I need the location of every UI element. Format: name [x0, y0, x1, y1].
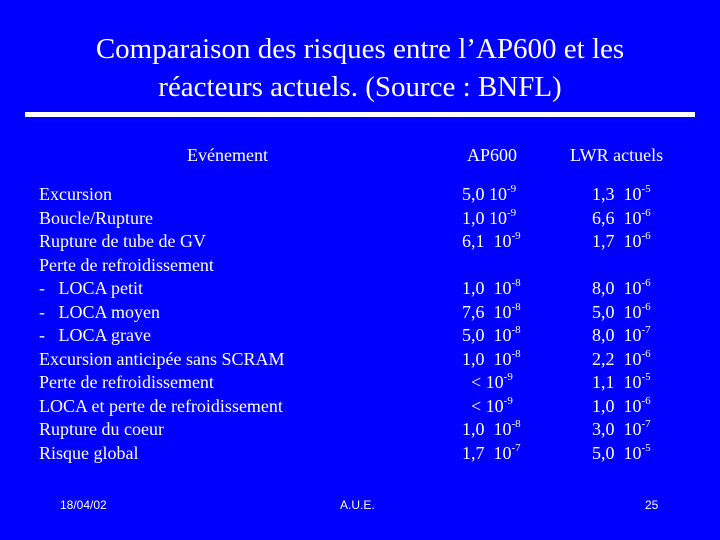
lwr-value: [592, 324, 651, 348]
event-label: Risque global: [39, 442, 139, 463]
table-row: [0, 254, 720, 278]
value-mantissa: 1,0 10: [462, 278, 512, 298]
event-label: Perte de refroidissement: [39, 372, 214, 392]
risk-table: [0, 183, 720, 465]
value-exponent: -9: [507, 183, 517, 195]
value-exponent: -8: [511, 418, 521, 430]
event-label: LOCA et perte de refroidissement: [39, 395, 283, 416]
value-mantissa: 2,2 10: [592, 348, 642, 369]
ap600-value: [462, 277, 521, 301]
table-row: [0, 371, 720, 395]
value-exponent: -5: [641, 441, 651, 454]
lwr-value: [592, 395, 651, 419]
table-row: [0, 442, 720, 466]
value-mantissa: 5,0 10: [592, 301, 642, 322]
ap600-value: [462, 183, 516, 207]
lwr-value: [592, 418, 651, 442]
title-line-1: Comparaison des risques entre l’AP600 et les: [95, 33, 625, 65]
value-exponent: -5: [641, 183, 651, 195]
value-exponent: -8: [511, 347, 521, 360]
value-mantissa: 1,1 10: [592, 372, 642, 392]
header-event: Evénement: [187, 145, 268, 165]
event-label: Boucle/Rupture: [39, 207, 153, 228]
value-mantissa: 6,1 10: [462, 231, 512, 251]
table-row: [0, 230, 720, 254]
table-row: [0, 301, 720, 325]
ap600-value: [462, 395, 513, 419]
ap600-value: [462, 230, 521, 254]
value-mantissa: 1,3 10: [592, 184, 642, 204]
value-exponent: -6: [641, 394, 651, 407]
event-label: - LOCA grave: [39, 325, 151, 345]
value-exponent: -7: [641, 324, 651, 336]
title-divider: [25, 112, 695, 117]
lwr-value: [592, 230, 651, 254]
value-mantissa: < 10: [462, 395, 504, 416]
lwr-value: [592, 371, 651, 395]
value-exponent: -6: [641, 230, 651, 242]
event-label: Rupture de tube de GV: [39, 231, 206, 251]
slide-title: [0, 30, 720, 106]
header-lwr: LWR actuels: [570, 145, 664, 165]
event-label: Excursion: [39, 184, 112, 204]
value-mantissa: 8,0 10: [592, 325, 642, 345]
value-exponent: -6: [641, 300, 651, 313]
value-exponent: -8: [511, 300, 521, 313]
value-mantissa: 1,0 10: [462, 419, 512, 439]
ap600-value: [462, 301, 521, 325]
header-ap600: AP600: [467, 145, 518, 165]
value-mantissa: 1,7 10: [462, 442, 512, 463]
value-mantissa: 1,7 10: [592, 231, 642, 251]
event-label: Excursion anticipée sans SCRAM: [39, 348, 285, 369]
value-exponent: -7: [511, 441, 521, 454]
ap600-value: [462, 442, 521, 466]
title-line-2: réacteurs actuels. (Source : BNFL): [158, 71, 562, 103]
lwr-value: [592, 277, 651, 301]
value-exponent: -5: [641, 371, 651, 383]
footer-date: 18/04/02: [60, 498, 107, 512]
table-row: [0, 207, 720, 231]
value-exponent: -6: [641, 206, 651, 219]
footer-center: A.U.E.: [340, 498, 375, 512]
table-row: [0, 418, 720, 442]
value-exponent: -9: [503, 394, 513, 407]
value-exponent: -9: [511, 230, 521, 242]
value-mantissa: 5,0 10: [592, 442, 642, 463]
value-exponent: -6: [641, 277, 651, 289]
event-label: Rupture du coeur: [39, 419, 164, 439]
ap600-value: [462, 207, 516, 231]
value-mantissa: 1,0 10: [462, 348, 512, 369]
table-row: [0, 395, 720, 419]
event-label: - LOCA moyen: [39, 301, 160, 322]
value-exponent: -7: [641, 418, 651, 430]
ap600-value: [462, 418, 521, 442]
lwr-value: [592, 207, 651, 231]
event-label: Perte de refroidissement: [39, 254, 214, 275]
ap600-value: [462, 371, 513, 395]
value-mantissa: 5,0 10: [462, 325, 512, 345]
value-mantissa: 1,0 10: [462, 207, 507, 228]
value-mantissa: 8,0 10: [592, 278, 642, 298]
ap600-value: [462, 324, 521, 348]
lwr-value: [592, 442, 651, 466]
value-exponent: -9: [503, 371, 513, 383]
lwr-value: [592, 183, 651, 207]
value-exponent: -9: [507, 206, 517, 219]
table-row: [0, 348, 720, 372]
value-mantissa: < 10: [462, 372, 504, 392]
event-label: - LOCA petit: [39, 278, 143, 298]
value-mantissa: 3,0 10: [592, 419, 642, 439]
lwr-value: [592, 301, 651, 325]
value-mantissa: 6,6 10: [592, 207, 642, 228]
lwr-value: [592, 348, 651, 372]
value-exponent: -8: [511, 277, 521, 289]
footer-page-number: 25: [645, 498, 659, 512]
value-mantissa: 7,6 10: [462, 301, 512, 322]
table-row: [0, 324, 720, 348]
table-row: [0, 277, 720, 301]
value-exponent: -6: [641, 347, 651, 360]
value-exponent: -8: [511, 324, 521, 336]
ap600-value: [462, 348, 521, 372]
table-row: [0, 183, 720, 207]
value-mantissa: 5,0 10: [462, 184, 507, 204]
value-mantissa: 1,0 10: [592, 395, 642, 416]
